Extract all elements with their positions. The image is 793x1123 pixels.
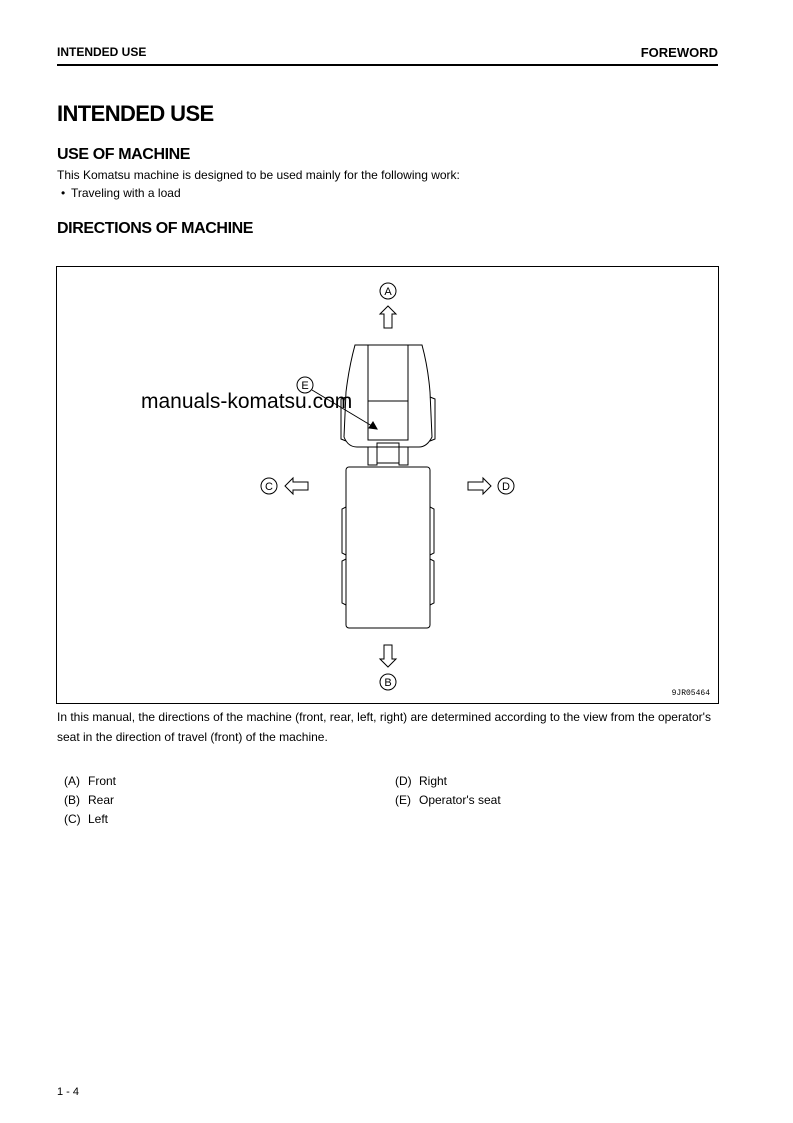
- label-e: E: [301, 380, 309, 392]
- front-arrow-icon: [380, 306, 396, 328]
- legend-label: Left: [88, 812, 109, 826]
- rear-frame: [346, 467, 430, 628]
- seat-leader-arrowhead: [369, 422, 377, 429]
- legend-label: Front: [88, 774, 117, 788]
- use-list-item-text: Traveling with a load: [71, 186, 181, 200]
- directions-figure: [56, 266, 719, 704]
- legend-item: [64, 791, 116, 810]
- page-title: INTENDED USE: [57, 101, 214, 126]
- label-c: C: [265, 481, 273, 493]
- use-of-machine-intro: This Komatsu machine is designed to be used mainly for the following work:: [57, 168, 460, 182]
- bullet-icon: •: [61, 186, 66, 200]
- legend-key: (D): [395, 774, 412, 788]
- use-of-machine-heading: USE OF MACHINE: [57, 146, 191, 163]
- rear-right-wheel-2: [430, 559, 434, 605]
- page-number: 1 - 4: [57, 1086, 80, 1098]
- operator-seat: [368, 401, 408, 440]
- legend-key: (C): [64, 812, 81, 826]
- legend-key: (B): [64, 793, 80, 807]
- legend-label: Operator's seat: [419, 793, 501, 807]
- front-frame: [344, 345, 432, 447]
- legend-item: [395, 791, 501, 810]
- rear-arrow-icon: [380, 645, 396, 667]
- legend-left: [64, 772, 116, 829]
- use-list-item: [61, 186, 181, 200]
- figure-caption: In this manual, the directions of the machine (front, rear, left, right) are determined according to the view from the operator's seat in the direction of travel (front) of the machine.: [57, 710, 711, 744]
- header-rule: [57, 64, 718, 66]
- legend-right: [395, 772, 501, 810]
- legend-item: [395, 772, 501, 791]
- legend-key: (E): [395, 793, 411, 807]
- label-d: D: [502, 481, 510, 493]
- label-a: A: [384, 286, 392, 298]
- left-arrow-icon: [285, 478, 308, 494]
- rear-left-wheel-1: [342, 507, 346, 555]
- watermark: manuals-komatsu.com: [141, 390, 353, 413]
- legend-item: [64, 772, 116, 791]
- legend-label: Rear: [88, 793, 115, 807]
- articulation-joint: [368, 447, 408, 465]
- articulation-hitch: [377, 443, 399, 463]
- legend-label: Right: [419, 774, 448, 788]
- running-header-chapter: FOREWORD: [640, 45, 718, 60]
- machine-diagram: [57, 267, 720, 705]
- legend-item: [64, 810, 116, 829]
- figure-code: 9JR05464: [671, 689, 710, 698]
- rear-right-wheel-1: [430, 507, 434, 555]
- running-header-section: INTENDED USE: [57, 45, 147, 59]
- rear-left-wheel-2: [342, 559, 346, 605]
- label-b: B: [384, 677, 392, 689]
- directions-heading: DIRECTIONS OF MACHINE: [57, 220, 254, 237]
- legend-key: (A): [64, 774, 80, 788]
- right-arrow-icon: [468, 478, 491, 494]
